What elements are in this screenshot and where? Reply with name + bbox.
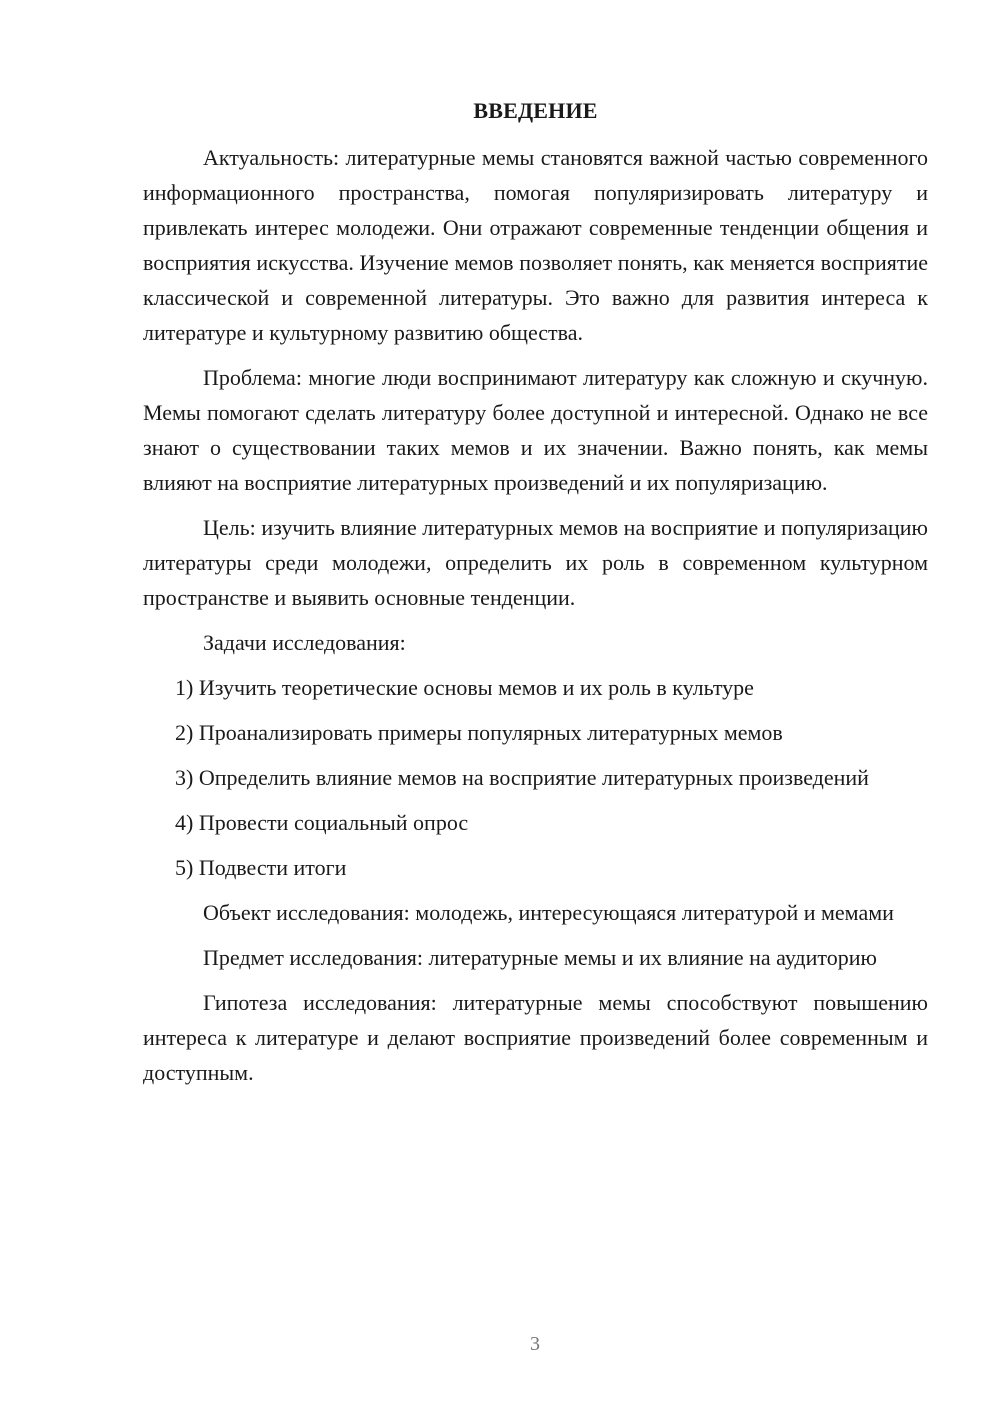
paragraph-tasks-title: Задачи исследования: [203,630,406,655]
paragraph-goal: Цель: изучить влияние литературных мемов на восприятие и популяризацию литературы среди молодежи, определить их роль в современном культурном пространстве и выявить основные тенденции. [143,515,928,610]
task-item-2: 2) Проанализировать примеры популярных литературных мемов [175,720,783,745]
paragraph-object: Объект исследования: молодежь, интересующаяся литературой и мемами [203,900,894,925]
section-heading: ВВЕДЕНИЕ [473,98,598,123]
task-item-3: 3) Определить влияние мемов на восприятие литературных произведений [175,765,869,790]
paragraph-problem: Проблема: многие люди воспринимают литературу как сложную и скучную. Мемы помогают сделать литературу более доступной и интересной. Однако не все знают о существовании таких мемов и их значении. Важно понять, как мемы влияют на восприятие литературных произведений и их популяризацию. [143,365,928,495]
task-item-4: 4) Провести социальный опрос [175,810,469,835]
task-item-1: 1) Изучить теоретические основы мемов и их роль в культуре [175,675,754,700]
paragraph-relevance: Актуальность: литературные мемы становятся важной частью современного информационного пространства, помогая популяризировать литературу и привлекать интерес молодежи. Они отражают современные тенденции общения и восприятия искусства. Изучение мемов позволяет понять, как меняется восприятие классической и современной литературы. Это важно для развития интереса к литературе и культурному развитию общества. [143,145,928,345]
paragraph-hypothesis: Гипотеза исследования: литературные мемы способствуют повышению интереса к литературе и делают восприятие произведений более современным и доступным. [143,990,928,1085]
task-item-5: 5) Подвести итоги [175,855,347,880]
paragraph-subject: Предмет исследования: литературные мемы и их влияние на аудиторию [203,945,877,970]
page-number: 3 [530,1333,540,1355]
document-body [143,96,928,1100]
